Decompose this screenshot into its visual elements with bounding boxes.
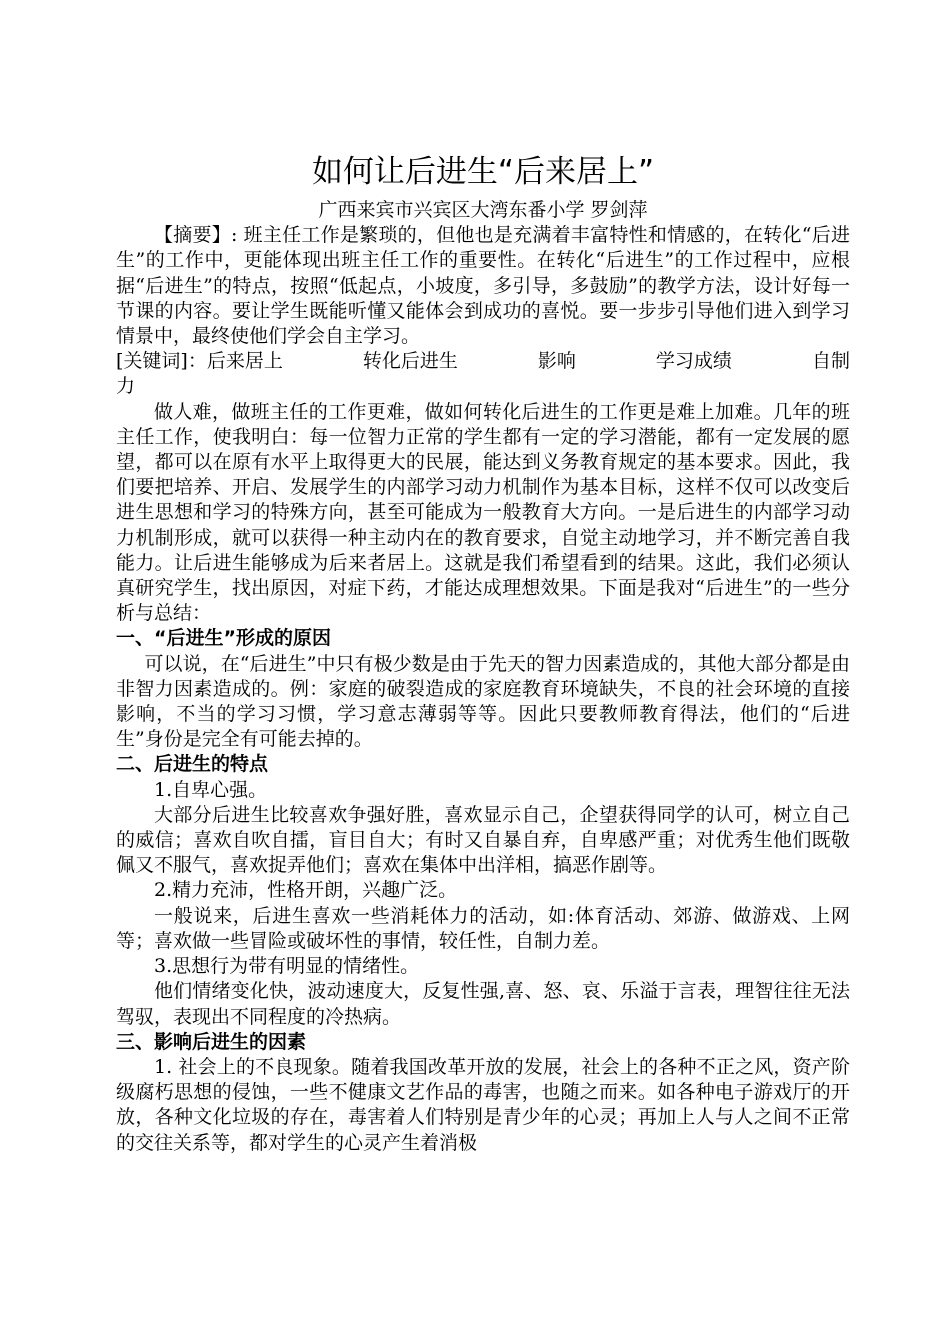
section-body: 一般说来，后进生喜欢一些消耗体力的活动，如:体育活动、郊游、做游戏、上网等；喜欢做一些冒险或破坏性的事情，较任性，自制力差。 xyxy=(116,904,850,952)
section-body: 他们情绪变化快，波动速度大，反复性强,喜、怒、哀、乐溢于言表，理智往往无法驾驭，表现出不同程度的冷热病。 xyxy=(116,980,850,1028)
intro-paragraph: 做人难，做班主任的工作更难，做如何转化后进生的工作更是难上加难。几年的班主任工作，使我明白：每一位智力正常的学生都有一定的学习潜能，都有一定发展的愿望，都可以在原有水平上取得更大的民展，能达到义务教育规定的基本要求。因此，我们要把培养、开启、发展学生的内部学习动力机制作为基本目标，这样不仅可以改变后进生思想和学习的特殊方向，甚至可能成为一般教育大方向。一是后进生的内部学习动力机制形成，就可以获得一种主动内在的教育要求，自觉主动地学习，并不断完善自我能力。让后进生能够成为后来者居上。这就是我们希望看到的结果。这此，我们必须认真研究学生，找出原因，对症下药，才能达成理想效果。下面是我对“后进生”的一些分析与总结： xyxy=(116,400,850,625)
section-heading: 二、后进生的特点 xyxy=(116,753,269,776)
keyword-item: 后来居上 xyxy=(206,350,283,373)
section-body: 大部分后进生比较喜欢争强好胜，喜欢显示自己，企望获得同学的认可，树立自己的威信；喜欢自吹自擂，盲目自大；有时又自暴自弃，自卑感严重；对优秀生他们既敬佩又不服气，喜欢捉弄他们；喜欢在集体中出洋相，搞恶作剧等。 xyxy=(116,803,850,877)
section-heading: 三、影响后进生的因素 xyxy=(116,1030,307,1053)
section-heading: 一、“后进生”形成的原因 xyxy=(116,627,331,650)
author-byline: 广西来宾市兴宾区大湾东番小学 罗剑萍 xyxy=(318,199,648,221)
subheading: 3.思想行为带有明显的情绪性。 xyxy=(154,955,420,978)
document-title: 如何让后进生“后来居上” xyxy=(311,154,655,190)
keyword-item: 影响 xyxy=(537,350,576,373)
section-body: 可以说，在“后进生”中只有极少数是由于先天的智力因素造成的，其他大部分都是由非智力因素造成的。例：家庭的破裂造成的家庭教育环境缺失，不良的社会环境的直接影响，不当的学习习惯，学习意志薄弱等等。因此只要教师教育得法，他们的“后进生”身份是完全有可能去掉的。 xyxy=(116,652,850,751)
keyword-item: 学习成绩 xyxy=(655,350,732,373)
subheading: 2.精力充沛，性格开朗，兴趣广泛。 xyxy=(154,879,458,902)
keyword-item: 自制 xyxy=(811,350,850,373)
keywords-wrap: 力 xyxy=(116,375,136,398)
keywords-row xyxy=(116,349,850,374)
document-page xyxy=(116,152,850,1156)
abstract-paragraph: 【摘要】: 班主任工作是繁琐的，但他也是充满着丰富特性和情感的，在转化“后进生”的工作中，更能体现出班主任工作的重要性。在转化“后进生”的工作过程中，应根据“后进生”的特点，按照“低起点，小坡度，多引导，多鼓励”的教学方法，设计好每一节课的内容。要让学生既能听懂又能体会到成功的喜悦。要一步步引导他们进入到学习情景中，最终使他们学会自主学习。 xyxy=(116,224,850,348)
keywords-label: [关键词]： xyxy=(116,350,207,373)
section-body: 1. 社会上的不良现象。随着我国改革开放的发展，社会上的各种不正之风，资产阶级腐朽思想的侵蚀，一些不健康文艺作品的毒害，也随之而来。如各种电子游戏厅的开放，各种文化垃圾的存在，毒害着人们特别是青少年的心灵；再加上人与人之间不正常的交往关系等，都对学生的心灵产生着消极 xyxy=(116,1055,850,1154)
keywords-first xyxy=(116,349,283,374)
keyword-item: 转化后进生 xyxy=(362,350,458,373)
subheading: 1.自卑心强。 xyxy=(154,778,268,801)
